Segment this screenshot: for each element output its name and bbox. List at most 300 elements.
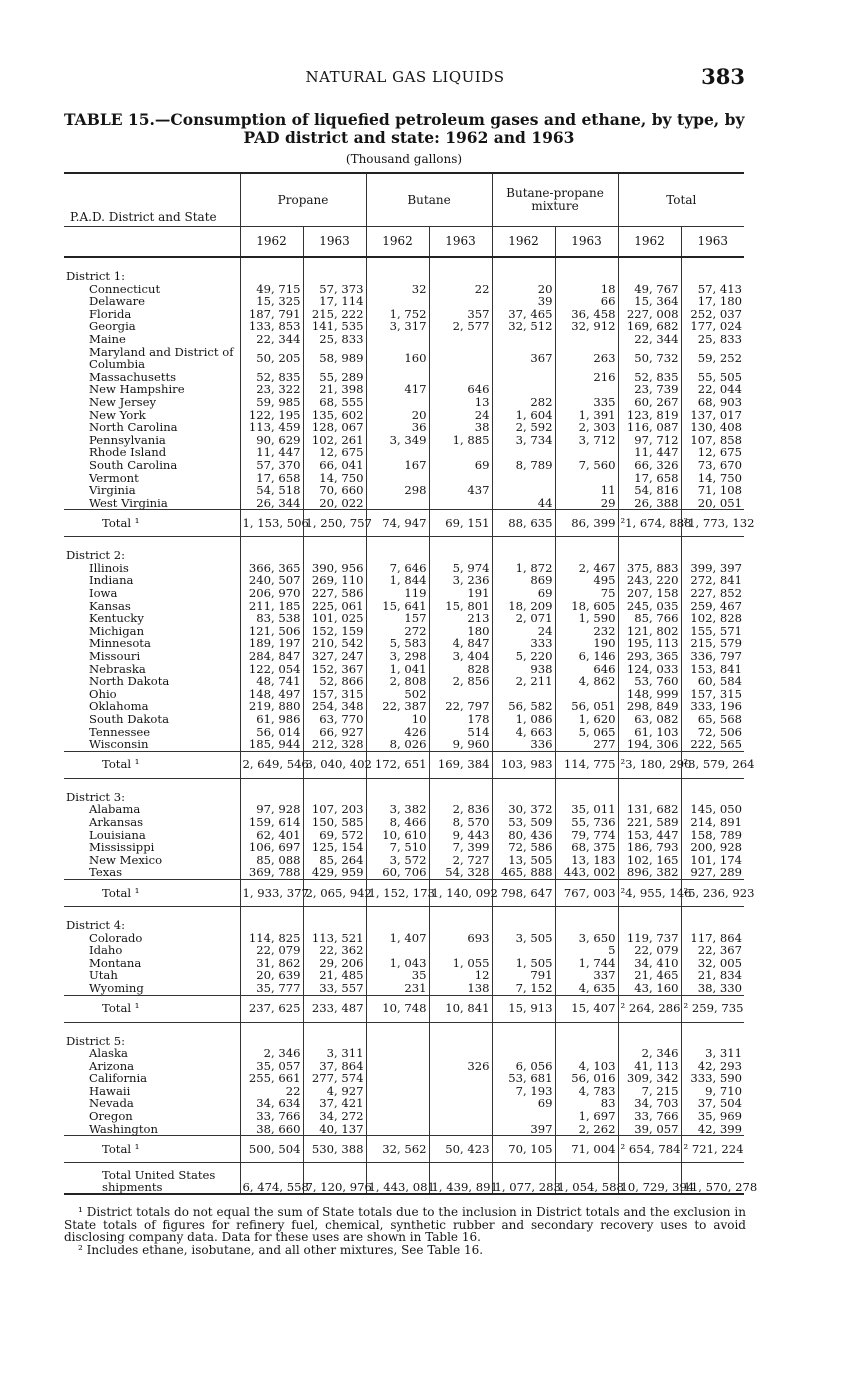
table-cell: 66 xyxy=(555,295,618,308)
empty-cell xyxy=(366,919,429,932)
spacer-cell xyxy=(64,778,240,791)
table-title-line-1: TABLE 15.—Consumption of liquefied petroleum gases and ethane, by type, by xyxy=(64,110,745,129)
table-cell: 4, 663 xyxy=(492,726,555,739)
table-cell: 58, 989 xyxy=(303,346,366,371)
table-cell: 32, 512 xyxy=(492,320,555,333)
table-cell: 227, 586 xyxy=(303,587,366,600)
empty-cell xyxy=(429,549,492,562)
table-cell: 10, 748 xyxy=(366,995,429,1022)
table-cell: 336 xyxy=(492,738,555,751)
table-cell: 869 xyxy=(492,574,555,587)
table-cell: 106, 697 xyxy=(240,841,303,854)
row-label: North Dakota xyxy=(89,674,170,689)
row-label: Washington xyxy=(89,1121,158,1136)
state-row xyxy=(64,333,744,346)
row-label: Tennessee xyxy=(89,724,151,739)
spacer-cell xyxy=(492,778,555,791)
table-cell: 252, 037 xyxy=(681,308,744,321)
table-cell: 61, 103 xyxy=(618,726,681,739)
table-cell: 29 xyxy=(555,497,618,510)
row-label: Virginia xyxy=(89,483,136,498)
table-cell: 298 xyxy=(366,484,429,497)
table-cell: 20 xyxy=(366,409,429,422)
group-header-butane: Butane xyxy=(366,173,492,227)
table-cell xyxy=(366,1072,429,1085)
spacer-cell xyxy=(618,906,681,919)
table-cell: ²1, 674, 888 xyxy=(618,510,681,537)
table-cell: 8, 466 xyxy=(366,816,429,829)
table-cell xyxy=(429,1085,492,1098)
table-cell: 211, 185 xyxy=(240,600,303,613)
table-cell: 18, 209 xyxy=(492,600,555,613)
spacer-row xyxy=(64,778,744,791)
table-cell: 30, 372 xyxy=(492,803,555,816)
table-cell: 50, 205 xyxy=(240,346,303,371)
row-label: Alaska xyxy=(89,1046,128,1061)
table-cell: 72, 506 xyxy=(681,726,744,739)
table-cell xyxy=(555,333,618,346)
state-row xyxy=(64,587,744,600)
table-cell: 38, 330 xyxy=(681,982,744,995)
table-cell: 56, 051 xyxy=(555,700,618,713)
spacer-cell xyxy=(618,257,681,270)
table-cell: 88, 635 xyxy=(492,510,555,537)
spacer-cell xyxy=(240,906,303,919)
table-cell: 17, 114 xyxy=(303,295,366,308)
table-cell: 185, 944 xyxy=(240,738,303,751)
table-cell: 177, 024 xyxy=(681,320,744,333)
table-cell: 157 xyxy=(366,612,429,625)
spacer-cell xyxy=(618,537,681,550)
empty-cell xyxy=(618,919,681,932)
table-cell: 29, 206 xyxy=(303,957,366,970)
table-cell: 35 xyxy=(366,969,429,982)
spacer-cell xyxy=(681,778,744,791)
table-cell: 1, 752 xyxy=(366,308,429,321)
table-cell: 3, 650 xyxy=(555,932,618,945)
spacer-cell xyxy=(681,257,744,270)
table-cell: 73, 670 xyxy=(681,459,744,472)
row-label: Wyoming xyxy=(89,980,144,995)
table-cell: 2, 262 xyxy=(555,1123,618,1136)
table-cell: 7, 215 xyxy=(618,1085,681,1098)
row-label: Florida xyxy=(89,306,132,321)
row-label: New York xyxy=(89,407,146,422)
table-cell: 216 xyxy=(555,371,618,384)
table-cell: 4, 635 xyxy=(555,982,618,995)
table-cell: 35, 777 xyxy=(240,982,303,995)
row-label: Vermont xyxy=(89,470,139,485)
table-cell: 3, 382 xyxy=(366,803,429,816)
table-cell: 215, 579 xyxy=(681,637,744,650)
state-row xyxy=(64,675,744,688)
group-header-propane: Propane xyxy=(240,173,366,227)
table-cell: 7, 510 xyxy=(366,841,429,854)
district-total-row xyxy=(64,995,744,1022)
table-cell xyxy=(492,1110,555,1123)
row-label: Total ¹ xyxy=(64,995,240,1022)
table-cell: 152, 367 xyxy=(303,663,366,676)
row-label: West Virginia xyxy=(89,495,168,510)
table-cell: 21, 398 xyxy=(303,383,366,396)
table-cell: 124, 033 xyxy=(618,663,681,676)
row-label: California xyxy=(89,1071,148,1086)
table-cell: 1, 152, 173 xyxy=(366,879,429,906)
table-cell: 69, 572 xyxy=(303,829,366,842)
table-cell: 502 xyxy=(366,688,429,701)
table-cell: 55, 505 xyxy=(681,371,744,384)
table-cell: ²1, 773, 132 xyxy=(681,510,744,537)
consumption-table xyxy=(64,172,758,1195)
table-cell: 3, 404 xyxy=(429,650,492,663)
table-cell: 37, 465 xyxy=(492,308,555,321)
table-cell: 1, 439, 891 xyxy=(429,1163,492,1195)
table-cell: 22, 797 xyxy=(429,700,492,713)
table-cell: 225, 061 xyxy=(303,600,366,613)
table-cell: 123, 819 xyxy=(618,409,681,422)
district-name: District 2: xyxy=(66,548,125,563)
table-cell: 1, 250, 757 xyxy=(303,510,366,537)
district-name: District 3: xyxy=(66,789,125,804)
table-cell: 69 xyxy=(492,1097,555,1110)
row-label: Indiana xyxy=(89,573,134,588)
district-total-row xyxy=(64,510,744,537)
state-row xyxy=(64,841,744,854)
table-cell: 63, 082 xyxy=(618,713,681,726)
table-cell: 113, 521 xyxy=(303,932,366,945)
row-label: Total ¹ xyxy=(64,1136,240,1163)
table-cell xyxy=(492,1047,555,1060)
table-cell: 15, 325 xyxy=(240,295,303,308)
table-cell: 399, 397 xyxy=(681,562,744,575)
table-cell: 11, 447 xyxy=(618,446,681,459)
table-cell: 22, 044 xyxy=(681,383,744,396)
table-cell: 114, 825 xyxy=(240,932,303,945)
table-cell: 22, 367 xyxy=(681,944,744,957)
table-cell: 18 xyxy=(555,283,618,296)
table-cell: 122, 054 xyxy=(240,663,303,676)
table-cell: 157, 315 xyxy=(681,688,744,701)
table-cell: 191 xyxy=(429,587,492,600)
table-cell: 186, 793 xyxy=(618,841,681,854)
table-cell: 646 xyxy=(555,663,618,676)
table-cell: 114, 775 xyxy=(555,751,618,778)
table-cell: 33, 766 xyxy=(240,1110,303,1123)
table-cell: 153, 841 xyxy=(681,663,744,676)
spacer-cell xyxy=(240,1022,303,1035)
table-cell: 32, 912 xyxy=(555,320,618,333)
empty-cell xyxy=(555,549,618,562)
row-label: Delaware xyxy=(89,294,146,309)
spacer-row xyxy=(64,537,744,550)
table-cell: 7, 560 xyxy=(555,459,618,472)
spacer-cell xyxy=(555,537,618,550)
table-cell: 1, 043 xyxy=(366,957,429,970)
row-label: North Carolina xyxy=(89,420,178,435)
table-cell: 157, 315 xyxy=(303,688,366,701)
table-cell: 337 xyxy=(555,969,618,982)
state-row xyxy=(64,650,744,663)
table-cell: 60, 267 xyxy=(618,396,681,409)
table-cell: 10, 841 xyxy=(429,995,492,1022)
empty-cell xyxy=(681,270,744,283)
table-cell: 37, 864 xyxy=(303,1060,366,1073)
table-cell: 159, 614 xyxy=(240,816,303,829)
table-cell: 7, 193 xyxy=(492,1085,555,1098)
table-cell: 6, 146 xyxy=(555,650,618,663)
spacer-cell xyxy=(366,537,429,550)
empty-cell xyxy=(681,919,744,932)
table-cell: 62, 401 xyxy=(240,829,303,842)
table-cell: 243, 220 xyxy=(618,574,681,587)
table-cell: 1, 153, 506 xyxy=(240,510,303,537)
table-cell: 269, 110 xyxy=(303,574,366,587)
table-cell: 85, 264 xyxy=(303,854,366,867)
table-cell: 896, 382 xyxy=(618,866,681,879)
table-cell: 2, 211 xyxy=(492,675,555,688)
table-cell: 71, 004 xyxy=(555,1136,618,1163)
district-total-row xyxy=(64,1136,744,1163)
empty-cell xyxy=(240,919,303,932)
table-cell: 15, 641 xyxy=(366,600,429,613)
table-cell: 137, 017 xyxy=(681,409,744,422)
table-cell xyxy=(366,333,429,346)
table-cell: 9, 443 xyxy=(429,829,492,842)
row-label: Rhode Island xyxy=(89,445,167,460)
table-cell: 53, 509 xyxy=(492,816,555,829)
year-header: 1963 xyxy=(681,227,744,258)
table-cell: 117, 864 xyxy=(681,932,744,945)
table-cell: 102, 261 xyxy=(303,434,366,447)
spacer-cell xyxy=(240,257,303,270)
table-cell: 767, 003 xyxy=(555,879,618,906)
table-cell: 4, 103 xyxy=(555,1060,618,1073)
table-cell xyxy=(366,1097,429,1110)
table-cell: 37, 421 xyxy=(303,1097,366,1110)
row-label: New Jersey xyxy=(89,394,157,409)
state-row xyxy=(64,866,744,879)
row-label: South Dakota xyxy=(89,712,169,726)
table-cell: 59, 985 xyxy=(240,396,303,409)
row-label: Kentucky xyxy=(89,611,144,626)
table-cell xyxy=(429,346,492,371)
table-cell: 212, 328 xyxy=(303,738,366,751)
table-cell: 145, 050 xyxy=(681,803,744,816)
table-cell: 6, 056 xyxy=(492,1060,555,1073)
table-cell: 2, 303 xyxy=(555,421,618,434)
spacer-cell xyxy=(303,906,366,919)
table-cell xyxy=(366,1085,429,1098)
table-cell: 38 xyxy=(429,421,492,434)
spacer-cell xyxy=(681,1022,744,1035)
row-label: Mississippi xyxy=(89,840,155,855)
table-cell: 7, 120, 976 xyxy=(303,1163,366,1195)
table-cell: 219, 880 xyxy=(240,700,303,713)
table-cell: 3, 317 xyxy=(366,320,429,333)
table-cell: 1, 086 xyxy=(492,713,555,726)
spacer-cell xyxy=(492,906,555,919)
row-label: Iowa xyxy=(89,586,118,601)
table-cell: 514 xyxy=(429,726,492,739)
table-cell: 255, 661 xyxy=(240,1072,303,1085)
empty-cell xyxy=(429,270,492,283)
table-cell: 41, 113 xyxy=(618,1060,681,1073)
table-cell: 2, 065, 942 xyxy=(303,879,366,906)
row-label: Georgia xyxy=(89,319,136,334)
table-cell: 50, 732 xyxy=(618,346,681,371)
empty-cell xyxy=(555,270,618,283)
table-cell: 798, 647 xyxy=(492,879,555,906)
table-cell: 4, 783 xyxy=(555,1085,618,1098)
state-row xyxy=(64,713,744,726)
spacer-cell xyxy=(492,537,555,550)
spacer-cell xyxy=(366,257,429,270)
table-cell: 1, 407 xyxy=(366,932,429,945)
spacer-cell xyxy=(429,778,492,791)
table-body xyxy=(64,257,758,1195)
table-cell: 141, 535 xyxy=(303,320,366,333)
row-label: New Hampshire xyxy=(89,382,185,397)
spacer-cell xyxy=(618,1022,681,1035)
table-cell: 7, 152 xyxy=(492,982,555,995)
table-cell: 60, 584 xyxy=(681,675,744,688)
table-cell: 56, 582 xyxy=(492,700,555,713)
table-cell: 131, 682 xyxy=(618,803,681,816)
district-total-row xyxy=(64,751,744,778)
table-cell: 1, 140, 092 xyxy=(429,879,492,906)
table-cell: 367 xyxy=(492,346,555,371)
table-cell: 3, 572 xyxy=(366,854,429,867)
table-cell: 335 xyxy=(555,396,618,409)
table-cell: 68, 375 xyxy=(555,841,618,854)
table-cell: 3, 040, 402 xyxy=(303,751,366,778)
table-cell: 5, 220 xyxy=(492,650,555,663)
table-cell: 135, 602 xyxy=(303,409,366,422)
table-cell: 22, 344 xyxy=(240,333,303,346)
table-cell: 333, 196 xyxy=(681,700,744,713)
row-label: Oklahoma xyxy=(89,699,149,714)
table-cell: 4, 847 xyxy=(429,637,492,650)
table-cell: 83 xyxy=(555,1097,618,1110)
table-cell: 85, 766 xyxy=(618,612,681,625)
empty-cell xyxy=(555,1035,618,1048)
table-cell: 500, 504 xyxy=(240,1136,303,1163)
table-cell: 44 xyxy=(492,497,555,510)
table-cell: 7, 399 xyxy=(429,841,492,854)
row-label: Utah xyxy=(89,968,118,983)
table-cell: 277, 574 xyxy=(303,1072,366,1085)
state-row xyxy=(64,1123,744,1136)
table-cell: 52, 866 xyxy=(303,675,366,688)
state-row xyxy=(64,982,744,995)
spacer-cell xyxy=(64,1022,240,1035)
table-cell: 36, 458 xyxy=(555,308,618,321)
table-cell: 66, 927 xyxy=(303,726,366,739)
table-cell: 22 xyxy=(240,1085,303,1098)
table-cell xyxy=(366,1060,429,1073)
row-label: Louisiana xyxy=(89,827,146,842)
table-cell: 52, 835 xyxy=(240,371,303,384)
table-cell xyxy=(366,1047,429,1060)
spacer-cell xyxy=(555,778,618,791)
table-cell: 3, 349 xyxy=(366,434,429,447)
table-cell: 298, 849 xyxy=(618,700,681,713)
table-cell: 2, 346 xyxy=(240,1047,303,1060)
stub-header: P.A.D. District and State xyxy=(64,173,240,227)
table-cell: 1, 744 xyxy=(555,957,618,970)
table-cell: 189, 197 xyxy=(240,637,303,650)
table-cell: 530, 388 xyxy=(303,1136,366,1163)
table-cell xyxy=(366,396,429,409)
footnotes xyxy=(64,1206,746,1256)
table-cell: 18, 605 xyxy=(555,600,618,613)
table-cell: 53, 760 xyxy=(618,675,681,688)
table-cell: 828 xyxy=(429,663,492,676)
table-cell: 1, 604 xyxy=(492,409,555,422)
table-cell: 2, 727 xyxy=(429,854,492,867)
row-label: Montana xyxy=(89,955,142,970)
table-cell xyxy=(555,1047,618,1060)
table-cell: 10, 610 xyxy=(366,829,429,842)
empty-cell xyxy=(240,549,303,562)
state-row xyxy=(64,295,744,308)
table-cell: 375, 883 xyxy=(618,562,681,575)
table-cell: 43, 160 xyxy=(618,982,681,995)
table-cell: 70, 105 xyxy=(492,1136,555,1163)
table-cell: 68, 903 xyxy=(681,396,744,409)
table-cell: 101, 025 xyxy=(303,612,366,625)
table-cell: 69 xyxy=(492,587,555,600)
page-number: 383 xyxy=(701,64,745,89)
table-cell: 327, 247 xyxy=(303,650,366,663)
year-header: 1963 xyxy=(429,227,492,258)
table-cell xyxy=(366,1123,429,1136)
table-cell: 66, 326 xyxy=(618,459,681,472)
table-cell: 233, 487 xyxy=(303,995,366,1022)
table-cell: 213 xyxy=(429,612,492,625)
table-cell xyxy=(492,484,555,497)
table-cell: 237, 625 xyxy=(240,995,303,1022)
table-cell: 222, 565 xyxy=(681,738,744,751)
row-label: Texas xyxy=(89,865,123,880)
spacer-cell xyxy=(429,537,492,550)
table-cell: 17, 658 xyxy=(618,472,681,485)
table-cell: 125, 154 xyxy=(303,841,366,854)
table-cell: 33, 766 xyxy=(618,1110,681,1123)
table-cell: 333, 590 xyxy=(681,1072,744,1085)
table-cell: 495 xyxy=(555,574,618,587)
table-cell: ²4, 955, 146 xyxy=(618,879,681,906)
table-cell: 20, 639 xyxy=(240,969,303,982)
running-header xyxy=(0,66,855,90)
table-cell: ²3, 180, 290 xyxy=(618,751,681,778)
table-cell: 155, 571 xyxy=(681,625,744,638)
spacer-cell xyxy=(303,778,366,791)
table-cell: 37, 504 xyxy=(681,1097,744,1110)
row-label: Ohio xyxy=(89,686,117,701)
table-cell: 121, 802 xyxy=(618,625,681,638)
row-label: Illinois xyxy=(89,560,129,575)
spacer-cell xyxy=(240,537,303,550)
empty-cell xyxy=(240,270,303,283)
spacer-cell xyxy=(555,257,618,270)
empty-cell xyxy=(618,549,681,562)
spacer-cell xyxy=(303,537,366,550)
table-cell: 33, 557 xyxy=(303,982,366,995)
table-cell: 927, 289 xyxy=(681,866,744,879)
table-cell: 26, 388 xyxy=(618,497,681,510)
table-cell: 254, 348 xyxy=(303,700,366,713)
